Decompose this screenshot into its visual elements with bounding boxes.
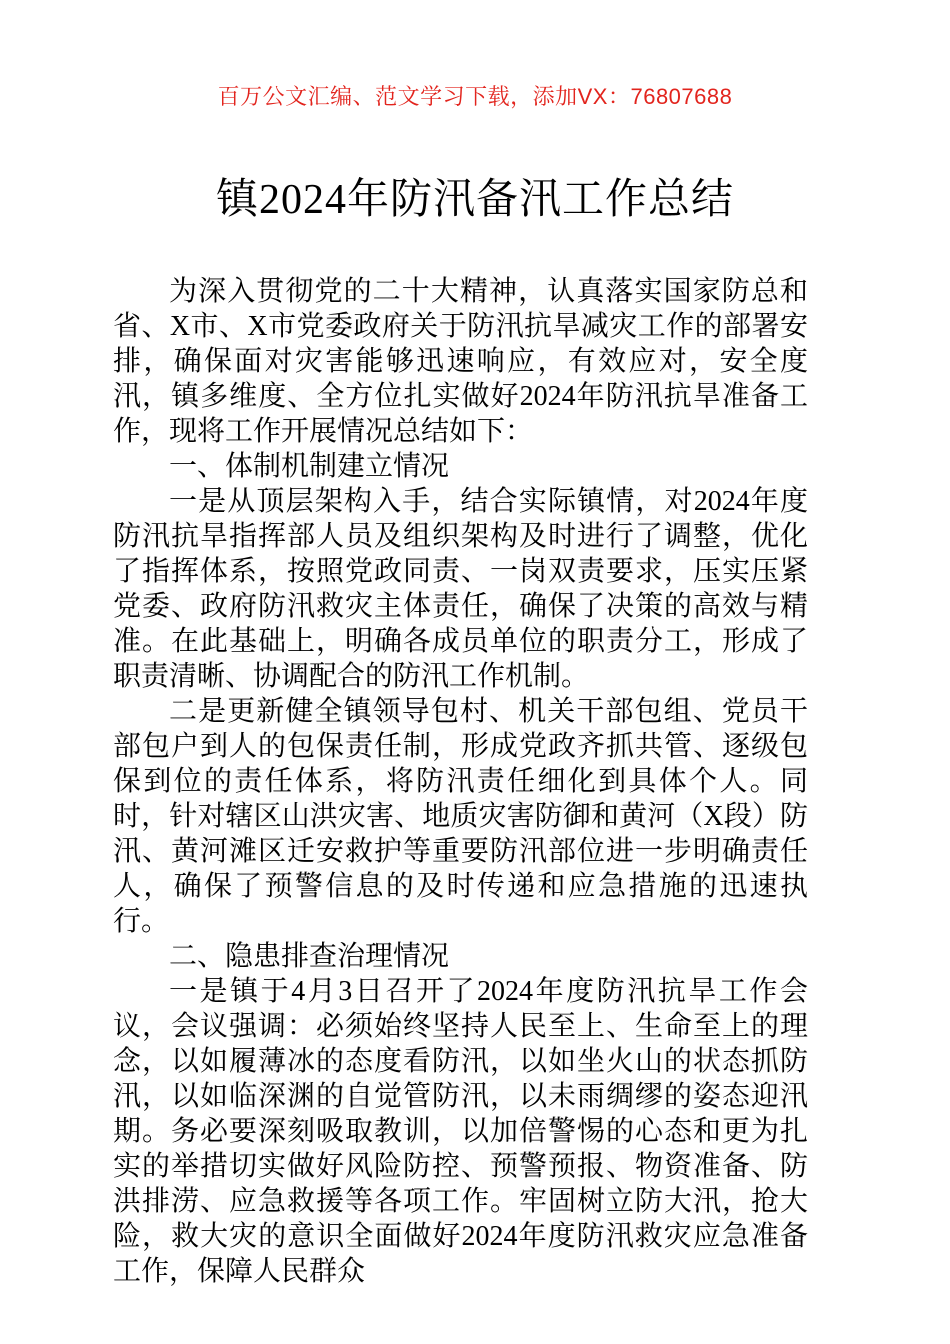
body-paragraph: 一是从顶层架构入手，结合实际镇情，对2024年度防汛抗旱指挥部人员及组织架构及时进行了调整，优化了指挥体系，按照党政同责、一岗双责要求，压实压紧党委、政府防汛救灾主体责任，确保了决策的高效与精准。在此基础上，明确各成员单位的职责分工，形成了职责清晰、协调配合的防汛工作机制。 [113, 486, 808, 692]
section-heading: 二、隐患排查治理情况 [169, 941, 450, 972]
document-title: 镇2024年防汛备汛工作总结 [215, 177, 734, 223]
body-paragraph: 一是镇于4月3日召开了2024年度防汛抗旱工作会议，会议强调：必须始终坚持人民至上、生命至上的理念，以如履薄冰的态度看防汛，以如坐火山的状态抓防汛，以如临深渊的自觉管防汛，以未雨绸缪的姿态迎汛期。务必要深刻吸取教训，以加倍警惕的心态和更为扎实的举措切实做好风险防控、预警预报、物资准备、防洪排涝、应急救援等各项工作。牢固树立防大汛，抢大险，救大灾的意识全面做好2024年度防汛救灾应急准备工作，保障人民群众 [113, 976, 808, 1287]
document-body [0, 274, 950, 1289]
body-paragraph: 为深入贯彻党的二十大精神，认真落实国家防总和省、X市、X市党委政府关于防汛抗旱减灾工作的部署安排，确保面对灾害能够迅速响应，有效应对，安全度汛，镇多维度、全方位扎实做好2024年防汛抗旱准备工作，现将工作开展情况总结如下： [113, 276, 808, 447]
watermark-notice: 百万公文汇编、范文学习下载，添加VX：76807688 [217, 84, 733, 109]
section-heading: 一、体制机制建立情况 [169, 451, 450, 482]
body-paragraph: 二是更新健全镇领导包村、机关干部包组、党员干部包户到人的包保责任制，形成党政齐抓共管、逐级包保到位的责任体系，将防汛责任细化到具体个人。同时，针对辖区山洪灾害、地质灾害防御和黄河（X段）防汛、黄河滩区迁安救护等重要防汛部位进一步明确责任人，确保了预警信息的及时传递和应急措施的迅速执行。 [113, 696, 808, 937]
